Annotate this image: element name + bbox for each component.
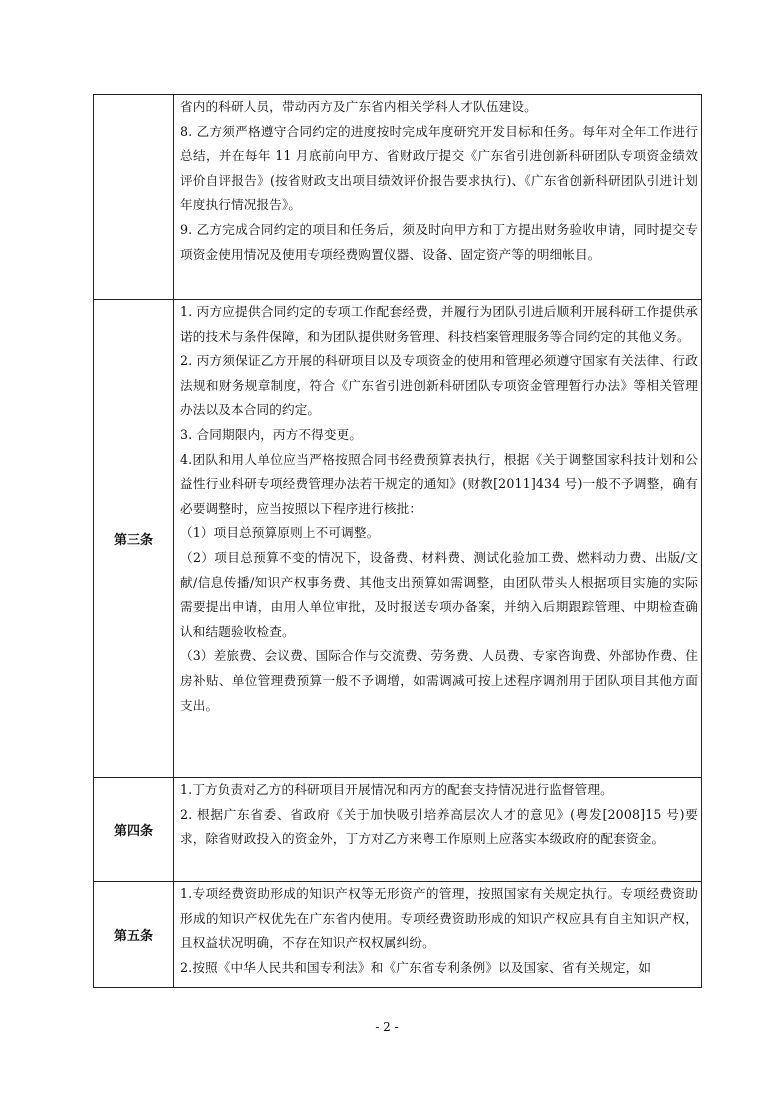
- paragraph: 9. 乙方完成合同约定的项目和任务后，须及时向甲方和丁方提出财务验收申请，同时提交专项资金使用情况及使用专项经费购置仪器、设备、固定资产等的明细帐目。: [180, 221, 698, 262]
- row-content: [174, 882, 702, 988]
- paragraph: 1.专项经费资助形成的知识产权等无形资产的管理，按照国家有关规定执行。专项经费资助形成的知识产权优先在广东省内使用。专项经费资助形成的知识产权应具有自主知识产权，且权益状况明确，不存在知识产权权属纠纷。: [180, 886, 698, 951]
- row-content: [174, 778, 702, 882]
- paragraph: 2. 丙方须保证乙方开展的科研项目以及专项资金的使用和管理必须遵守国家有关法律、行政法规和财务规章制度，符合《广东省引进创新科研团队专项资金管理暂行办法》等相关管理办法以及本合同的约定。: [180, 353, 698, 418]
- row-label: 第五条: [94, 882, 174, 988]
- table-row: [94, 882, 702, 988]
- row-content: [174, 95, 702, 300]
- table-row: [94, 778, 702, 882]
- row-label: 第三条: [94, 300, 174, 778]
- paragraph: （2）项目总预算不变的情况下，设备费、材料费、测试化验加工费、燃料动力费、出版/文献/信息传播/知识产权事务费、其他支出预算如需调整，由团队带头人根据项目实施的实际需要提出申请，由用人单位审批，及时报送专项办备案，并纳入后期跟踪管理、中期检查确认和结题验收检查。: [180, 549, 698, 639]
- paragraph: 1.丁方负责对乙方的科研项目开展情况和丙方的配套支持情况进行监督管理。: [180, 782, 613, 797]
- paragraph: 1. 丙方应提供合同约定的专项工作配套经费，并履行为团队引进后顺利开展科研工作提供承诺的技术与条件保障，和为团队提供财务管理、科技档案管理服务等合同约定的其他义务。: [180, 304, 698, 344]
- page-number: - 2 -: [375, 1020, 399, 1034]
- paragraph: 2. 根据广东省委、省政府《关于加快吸引培养高层次人才的意见》(粤发[2008]15 号)要求，除省财政投入的资金外，丁方对乙方来粤工作原则上应落实本级政府的配套资金。: [180, 806, 698, 847]
- paragraph: 2.按照《中华人民共和国专利法》和《广东省专利条例》以及国家、省有关规定，如: [180, 959, 652, 975]
- paragraph: 3. 合同期限内，丙方不得变更。: [180, 426, 363, 442]
- paragraph: 8. 乙方须严格遵守合同约定的进度按时完成年度研究开发目标和任务。每年对全年工作进行总结，并在每年 11 月底前向甲方、省财政厅提交《广东省引进创新科研团队专项资金绩效评价自评报告》(按省财政支出项目绩效评价报告要求执行)、《广东省创新科研团队引进计划年度执行情况报告》。: [180, 123, 698, 213]
- row-label: 第四条: [94, 778, 174, 882]
- row-content: [174, 300, 702, 778]
- table-row: [94, 95, 702, 300]
- contract-table: [93, 94, 702, 988]
- paragraph: 4.团队和用人单位应当严格按照合同书经费预算表执行，根据《关于调整国家科技计划和公益性行业科研专项经费管理办法若干规定的通知》(财教[2011]434 号)一般不予调整，确有必要调整时，应当按照以下程序进行核批：: [180, 451, 698, 516]
- paragraph: 省内的科研人员，带动丙方及广东省内相关学科人才队伍建设。: [180, 99, 537, 114]
- paragraph: （3）差旅费、会议费、国际合作与交流费、劳务费、人员费、专家咨询费、外部协作费、住房补贴、单位管理费预算一般不予调增，如需调减可按上述程序调剂用于团队项目其他方面支出。: [180, 648, 698, 713]
- paragraph: （1）项目总预算原则上不可调整。: [180, 525, 380, 541]
- row-label: [94, 95, 174, 300]
- table-row: [94, 300, 702, 778]
